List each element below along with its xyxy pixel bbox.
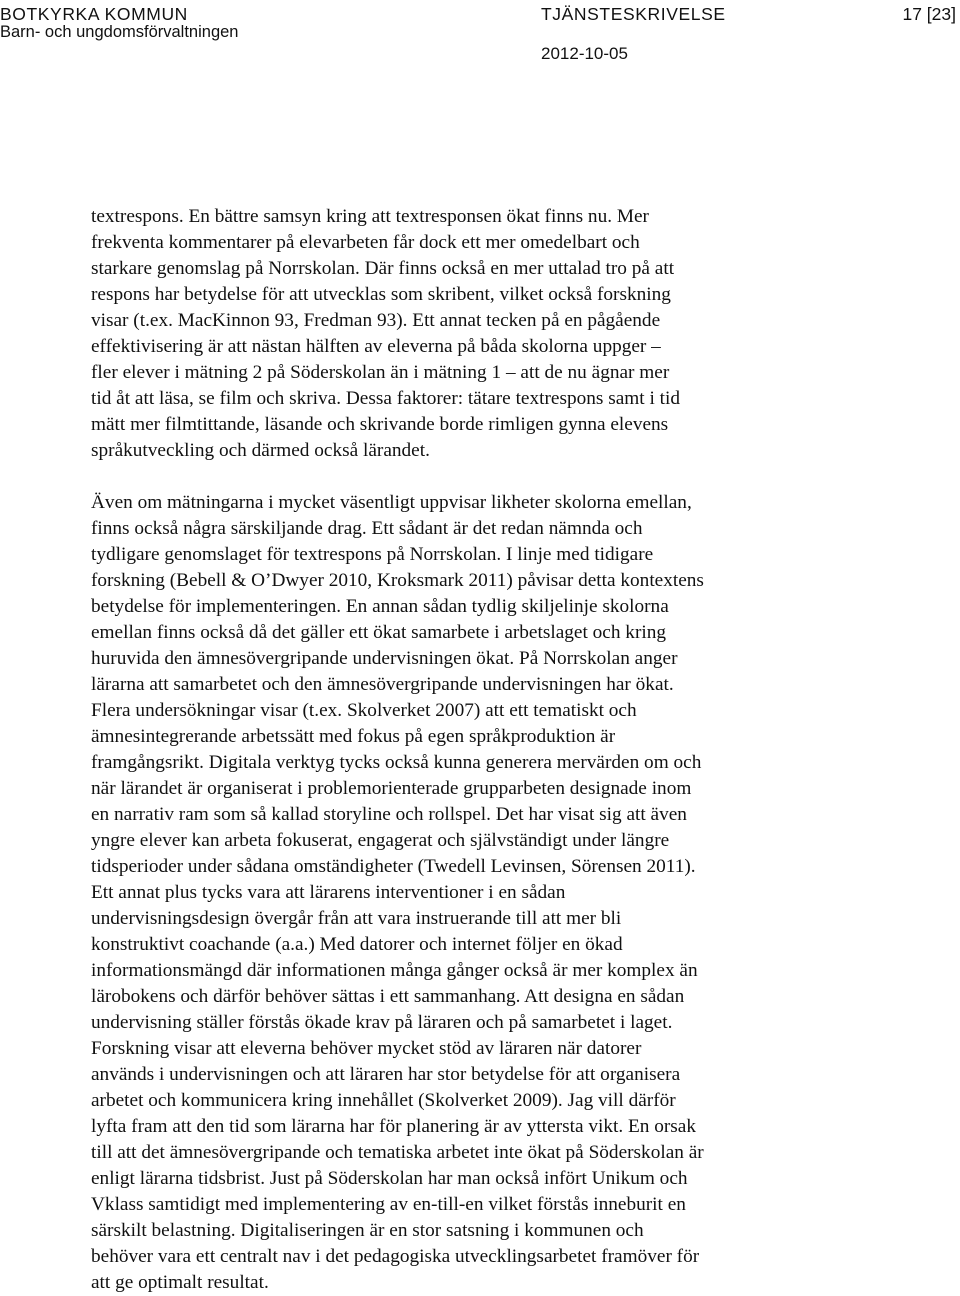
organization-name: BOTKYRKA KOMMUN bbox=[0, 4, 188, 24]
paragraph-2 bbox=[91, 490, 881, 1296]
text-line: tid åt att läsa, se film och skriva. Dessa faktorer: tätare textrespons samt i tid bbox=[91, 388, 680, 409]
text-line: konstruktivt coachande (a.a.) Med datorer och internet följer en ökad bbox=[91, 934, 623, 955]
page-number: 17 [23] bbox=[902, 4, 956, 24]
text-line: mätt mer filmtittande, läsande och skrivande borde rimligen gynna elevens bbox=[91, 414, 669, 435]
text-line: arbetet och kommunicera kring innehållet (Skolverket 2009). Jag vill därför bbox=[91, 1090, 676, 1111]
department-name: Barn- och ungdomsförvaltningen bbox=[0, 23, 239, 41]
text-line: när lärandet är organiserat i problemorienterade grupparbeten designade inom bbox=[91, 778, 692, 799]
text-line: yngre elever kan arbeta fokuserat, engagerat och självständigt under längre bbox=[91, 830, 670, 851]
text-line: respons har betydelse för att utvecklas som skribent, vilket också forskning bbox=[91, 284, 671, 305]
text-line: framgångsrikt. Digitala verktyg tycks också kunna generera mervärden om och bbox=[91, 752, 702, 773]
document-date: 2012-10-05 bbox=[541, 44, 628, 63]
text-line: undervisning ställer förstås ökade krav på läraren och på samarbetet i laget. bbox=[91, 1012, 673, 1033]
text-line: fler elever i mätning 2 på Söderskolan än i mätning 1 – att de nu ägnar mer bbox=[91, 362, 670, 383]
text-line: Forskning visar att eleverna behöver mycket stöd av läraren när datorer bbox=[91, 1038, 642, 1059]
text-line: särskilt belastning. Digitaliseringen är en stor satsning i kommunen och bbox=[91, 1220, 644, 1241]
text-line: att ge optimalt resultat. bbox=[91, 1272, 269, 1293]
text-line: frekventa kommentarer på elevarbeten får dock ett mer omedelbart och bbox=[91, 232, 640, 253]
text-line: lärarna att samarbetet och den ämnesövergripande undervisningen har ökat. bbox=[91, 674, 674, 695]
text-line: Även om mätningarna i mycket väsentligt uppvisar likheter skolorna emellan, bbox=[91, 492, 692, 513]
text-line: visar (t.ex. MacKinnon 93, Fredman 93). Ett annat tecken på en pågående bbox=[91, 310, 661, 331]
text-line: forskning (Bebell & O’Dwyer 2010, Kroksmark 2011) påvisar detta kontextens bbox=[91, 570, 704, 591]
text-line: finns också några särskiljande drag. Ett sådant är det redan nämnda och bbox=[91, 518, 643, 539]
text-line: emellan finns också då det gäller ett ökat samarbete i arbetslaget och kring bbox=[91, 622, 667, 643]
text-line: betydelse för implementeringen. En annan sådan tydlig skiljelinje skolorna bbox=[91, 596, 669, 617]
text-line: effektivisering är att nästan hälften av eleverna på båda skolorna uppger – bbox=[91, 336, 661, 357]
text-line: Ett annat plus tycks vara att lärarens interventioner i en sådan bbox=[91, 882, 566, 903]
text-line: undervisningsdesign övergår från att vara instruerande till att mer bli bbox=[91, 908, 622, 929]
text-line: enligt lärarna tidsbrist. Just på Söderskolan har man också infört Unikum och bbox=[91, 1168, 688, 1189]
text-line: till att det ämnesövergripande och tematiska arbetet inte ökat på Söderskolan är bbox=[91, 1142, 704, 1163]
text-line: behöver vara ett centralt nav i det pedagogiska utvecklingsarbetet framöver för bbox=[91, 1246, 700, 1267]
text-line: tidsperioder under sådana omständigheter (Twedell Levinsen, Sörensen 2011). bbox=[91, 856, 696, 877]
text-line: språkutveckling och därmed också lärandet. bbox=[91, 440, 430, 461]
text-line: starkare genomslag på Norrskolan. Där finns också en mer uttalad tro på att bbox=[91, 258, 675, 279]
document-body bbox=[91, 204, 881, 1296]
text-line: lyfta fram att den tid som lärarna har för planering är av yttersta vikt. En orsak bbox=[91, 1116, 696, 1137]
text-line: Flera undersökningar visar (t.ex. Skolverket 2007) att ett tematiskt och bbox=[91, 700, 637, 721]
text-line: huruvida den ämnesövergripande undervisningen ökat. På Norrskolan anger bbox=[91, 648, 678, 669]
text-line: tydligare genomslaget för textrespons på Norrskolan. I linje med tidigare bbox=[91, 544, 654, 565]
text-line: Vklass samtidigt med implementering av en-till-en vilket förstås inneburit en bbox=[91, 1194, 686, 1215]
document-type: TJÄNSTESKRIVELSE bbox=[541, 4, 726, 24]
text-line: används i undervisningen och att läraren har stor betydelse för att organisera bbox=[91, 1064, 681, 1085]
text-line: informationsmängd där informationen många gånger också är mer komplex än bbox=[91, 960, 698, 981]
document-header bbox=[0, 0, 960, 70]
text-line: en narrativ ram som så kallad storyline och rollspel. Det har visat sig att även bbox=[91, 804, 687, 825]
paragraph-1 bbox=[91, 204, 881, 464]
text-line: ämnesintegrerande arbetssätt med fokus på egen språkproduktion är bbox=[91, 726, 616, 747]
text-line: lärobokens och därför behöver sättas i ett sammanhang. Att designa en sådan bbox=[91, 986, 685, 1007]
text-line: textrespons. En bättre samsyn kring att textresponsen ökat finns nu. Mer bbox=[91, 206, 649, 227]
